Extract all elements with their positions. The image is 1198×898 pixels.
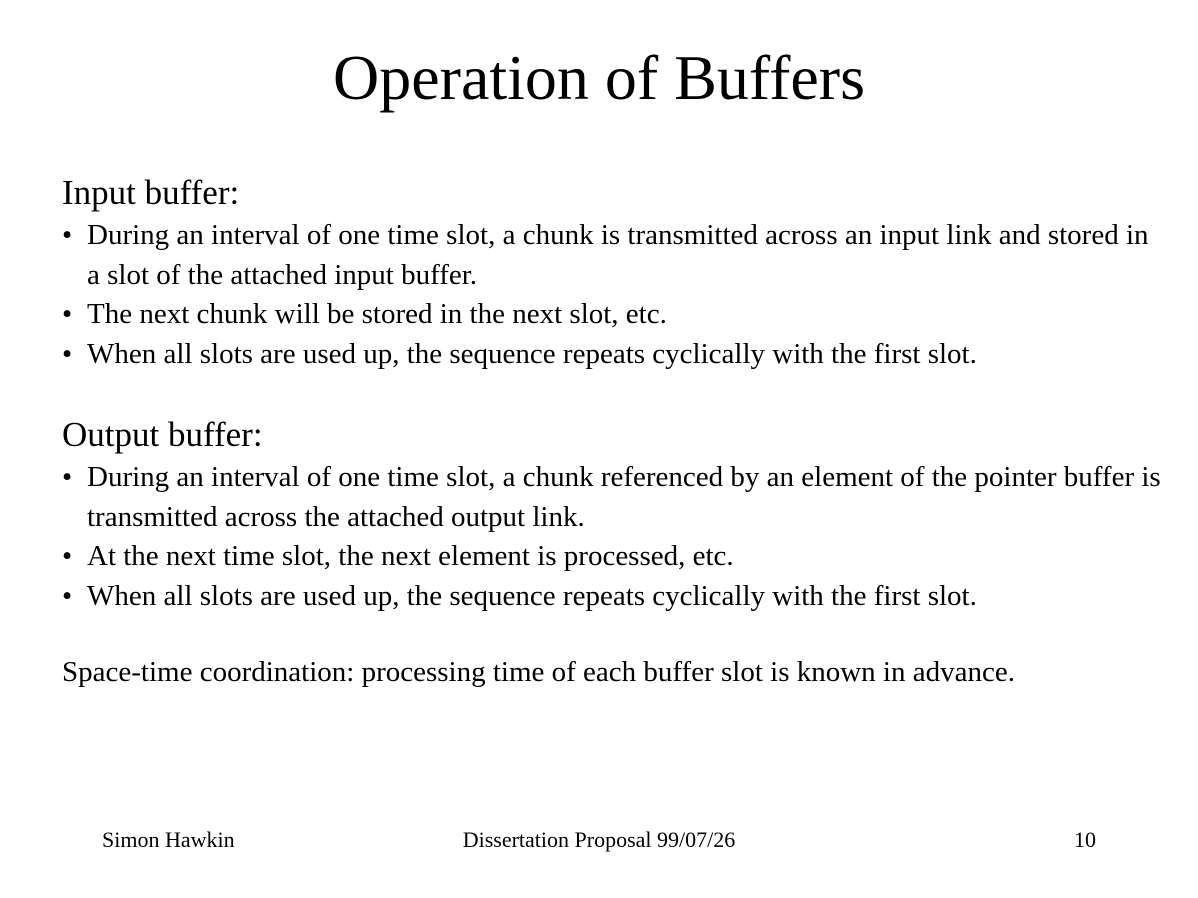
bullet-item: [62, 295, 1162, 335]
bullet-text: When all slots are used up, the sequence repeats cyclically with the first slot.: [87, 579, 977, 612]
page-number: 10: [1074, 827, 1096, 852]
spacer: [62, 616, 1162, 652]
bullet-text: When all slots are used up, the sequence repeats cyclically with the first slot.: [87, 337, 977, 370]
bullet-list: [62, 458, 1162, 616]
bullet-text: During an interval of one time slot, a chunk referenced by an element of the pointer buffer is transmitted across the attached output link.: [87, 461, 1161, 533]
bullet-mark: •: [62, 298, 73, 330]
bullet-item: [62, 216, 1162, 295]
footer-author: Simon Hawkin: [102, 827, 235, 852]
slide-content: [62, 170, 1162, 692]
bullet-mark: •: [62, 540, 73, 572]
bullet-item: [62, 458, 1162, 537]
bullet-list: [62, 216, 1162, 374]
bullet-text: During an interval of one time slot, a chunk is transmitted across an input link and stored in a slot of the attached input buffer.: [87, 219, 1149, 291]
bullet-mark: •: [62, 579, 73, 612]
closing-statement: Space-time coordination: processing time of each buffer slot is known in advance.: [62, 656, 1015, 688]
footer-center-text: Dissertation Proposal 99/07/26: [462, 827, 736, 852]
section-output-buffer: [62, 412, 1162, 616]
spacer: [62, 374, 1162, 412]
bullet-mark: •: [62, 219, 73, 251]
section-heading: Output buffer:: [62, 415, 263, 454]
bullet-mark: •: [62, 461, 73, 493]
slide-title: Operation of Buffers: [333, 42, 865, 113]
section-input-buffer: [62, 170, 1162, 374]
bullet-text: At the next time slot, the next element is processed, etc.: [87, 540, 734, 572]
bullet-item: [62, 577, 1162, 617]
bullet-item: [62, 537, 1162, 577]
bullet-item: [62, 335, 1162, 375]
section-heading: Input buffer:: [62, 173, 240, 212]
bullet-text: The next chunk will be stored in the next slot, etc.: [87, 298, 667, 330]
bullet-mark: •: [62, 337, 73, 370]
